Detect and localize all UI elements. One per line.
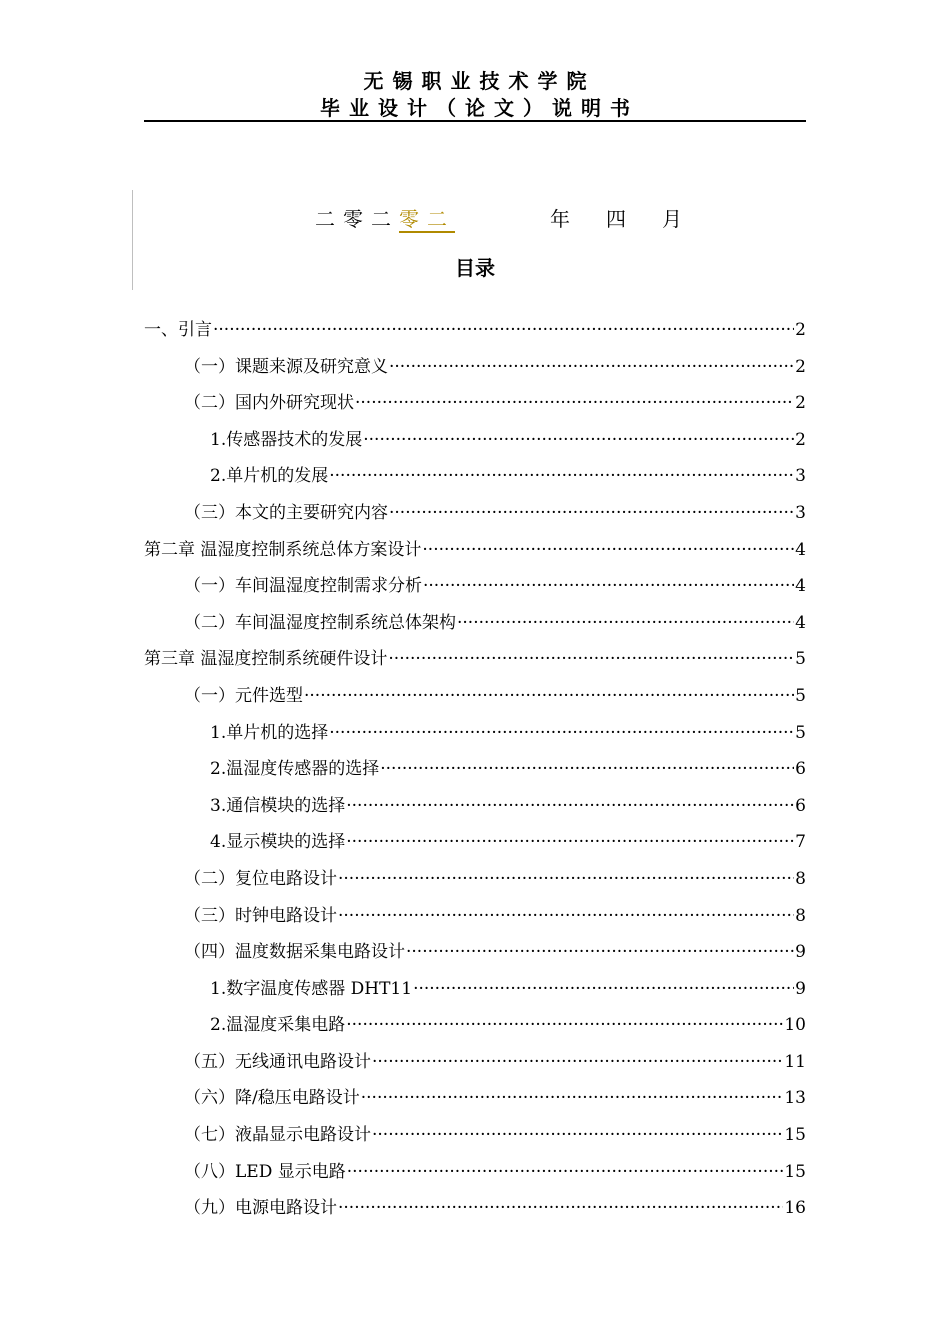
toc-page-number: 4 (795, 576, 806, 597)
toc-entry-title: 2.温湿度传感器的选择 (210, 759, 380, 780)
toc-entry[interactable] (144, 385, 806, 422)
toc-title: 目录 (455, 256, 495, 280)
toc-entry-title: （一）课题来源及研究意义 (184, 356, 388, 377)
toc-entry-title: （一）元件选型 (184, 685, 303, 706)
date-month-char: 月 (662, 207, 682, 231)
toc-entry[interactable] (144, 861, 806, 898)
toc-entry-title: （三）时钟电路设计 (184, 905, 337, 926)
toc-dot-leader (363, 422, 794, 459)
toc-page-number: 9 (795, 942, 806, 963)
toc-page-number: 5 (795, 685, 806, 706)
toc-page-number: 8 (795, 905, 806, 926)
toc-entry[interactable] (144, 458, 806, 495)
toc-entry[interactable] (144, 422, 806, 459)
toc-entry[interactable] (144, 971, 806, 1008)
toc-entry[interactable] (144, 751, 806, 788)
toc-entry-title: 2.温湿度采集电路 (210, 1015, 346, 1036)
toc-page-number: 3 (795, 502, 806, 523)
toc-entry[interactable] (144, 641, 806, 678)
toc-page-number: 5 (795, 722, 806, 743)
toc-page-number: 13 (784, 1088, 806, 1109)
toc-entry-title: 一、引言 (144, 320, 212, 340)
toc-dot-leader (457, 605, 794, 642)
toc-dot-leader (338, 898, 794, 935)
toc-dot-leader (389, 349, 794, 386)
toc-entry-title: 第三章 温湿度控制系统硬件设计 (144, 649, 388, 670)
toc-entry[interactable] (144, 605, 806, 642)
toc-dot-leader (413, 971, 794, 1008)
toc-entry[interactable] (144, 312, 806, 349)
toc-entry-title: 2.单片机的发展 (210, 466, 329, 487)
toc-page-number: 4 (795, 612, 806, 633)
toc-dot-leader (422, 532, 794, 569)
toc-dot-leader (346, 788, 794, 825)
document-header (144, 68, 806, 122)
toc-page-number: 2 (795, 356, 806, 377)
toc-entry[interactable] (144, 678, 806, 715)
toc-dot-leader (338, 861, 794, 898)
toc-entry-title: 3.通信模块的选择 (210, 795, 346, 816)
toc-entry-title: （二）国内外研究现状 (184, 393, 354, 414)
toc-entry[interactable] (144, 568, 806, 605)
toc-entry[interactable] (144, 1007, 806, 1044)
date-month-value: 四 (606, 207, 626, 231)
document-type: 毕业设计（论文）说明书 (320, 96, 639, 120)
toc-entry[interactable] (144, 788, 806, 825)
change-bar (132, 190, 133, 290)
toc-page-number: 5 (795, 649, 806, 670)
toc-dot-leader (346, 824, 794, 861)
toc-entry[interactable] (144, 934, 806, 971)
toc-entry[interactable] (144, 495, 806, 532)
toc-page-number: 6 (795, 759, 806, 780)
toc-page-number: 3 (795, 466, 806, 487)
toc-entry[interactable] (144, 1080, 806, 1117)
toc-entry-title: 1.传感器技术的发展 (210, 429, 363, 450)
toc-entry[interactable] (144, 1190, 806, 1227)
toc-entry-title: （六）降/稳压电路设计 (184, 1088, 360, 1109)
toc-dot-leader (304, 678, 794, 715)
toc-entry[interactable] (144, 349, 806, 386)
toc-entry[interactable] (144, 1117, 806, 1154)
toc-dot-leader (329, 458, 794, 495)
toc-entry-title: （九）电源电路设计 (184, 1198, 337, 1219)
toc-page-number: 2 (795, 393, 806, 414)
toc-dot-leader (346, 1007, 783, 1044)
toc-entry-title: （四）温度数据采集电路设计 (184, 942, 405, 963)
toc-entry[interactable] (144, 1044, 806, 1081)
toc-dot-leader (361, 1080, 784, 1117)
toc-page-number: 11 (784, 1051, 806, 1072)
toc-entry-title: （二）车间温湿度控制系统总体架构 (184, 612, 456, 633)
toc-dot-leader (329, 715, 794, 752)
toc-dot-leader (406, 934, 794, 971)
toc-entry-title: （八）LED 显示电路 (184, 1161, 346, 1182)
toc-page-number: 16 (784, 1198, 806, 1219)
toc-dot-leader (213, 312, 794, 349)
toc-entry-title: （二）复位电路设计 (184, 868, 337, 889)
toc-dot-leader (372, 1117, 783, 1154)
toc-page-number: 7 (795, 832, 806, 853)
toc-dot-leader (347, 1154, 784, 1191)
toc-entry-title: 第二章 温湿度控制系统总体方案设计 (144, 539, 422, 560)
toc-entry[interactable] (144, 532, 806, 569)
toc-page-number: 4 (795, 539, 806, 560)
toc-dot-leader (338, 1190, 783, 1227)
date-year (315, 204, 455, 234)
toc-page-number: 6 (795, 795, 806, 816)
toc-entry[interactable] (144, 824, 806, 861)
toc-dot-leader (372, 1044, 783, 1081)
toc-page-number: 2 (795, 429, 806, 450)
toc-entry-title: 1.数字温度传感器 DHT11 (210, 978, 413, 999)
table-of-contents (144, 312, 806, 1227)
date-year-edited: 零二 (399, 207, 455, 231)
toc-dot-leader (388, 641, 794, 678)
toc-entry-title: （一）车间温湿度控制需求分析 (184, 576, 422, 597)
toc-dot-leader (423, 568, 794, 605)
toc-dot-leader (355, 385, 794, 422)
header-rule (144, 120, 806, 122)
school-name: 无锡职业技术学院 (363, 69, 596, 93)
toc-entry[interactable] (144, 898, 806, 935)
toc-entry-title: （七）液晶显示电路设计 (184, 1125, 371, 1146)
toc-entry[interactable] (144, 1154, 806, 1191)
toc-entry-title: （五）无线通讯电路设计 (184, 1051, 371, 1072)
date-month (606, 204, 682, 234)
date-year-prefix: 二零二 (315, 207, 399, 231)
toc-page-number: 15 (784, 1161, 806, 1182)
toc-page-number: 15 (784, 1125, 806, 1146)
toc-dot-leader (380, 751, 794, 788)
toc-page-number: 10 (784, 1015, 806, 1036)
toc-dot-leader (389, 495, 794, 532)
toc-entry-title: （三）本文的主要研究内容 (184, 502, 388, 523)
toc-entry[interactable] (144, 715, 806, 752)
toc-entry-title: 4.显示模块的选择 (210, 832, 346, 853)
toc-page-number: 2 (795, 320, 806, 340)
toc-page-number: 9 (795, 978, 806, 999)
toc-page-number: 8 (795, 868, 806, 889)
date-year-char: 年 (550, 207, 570, 231)
toc-entry-title: 1.单片机的选择 (210, 722, 329, 743)
